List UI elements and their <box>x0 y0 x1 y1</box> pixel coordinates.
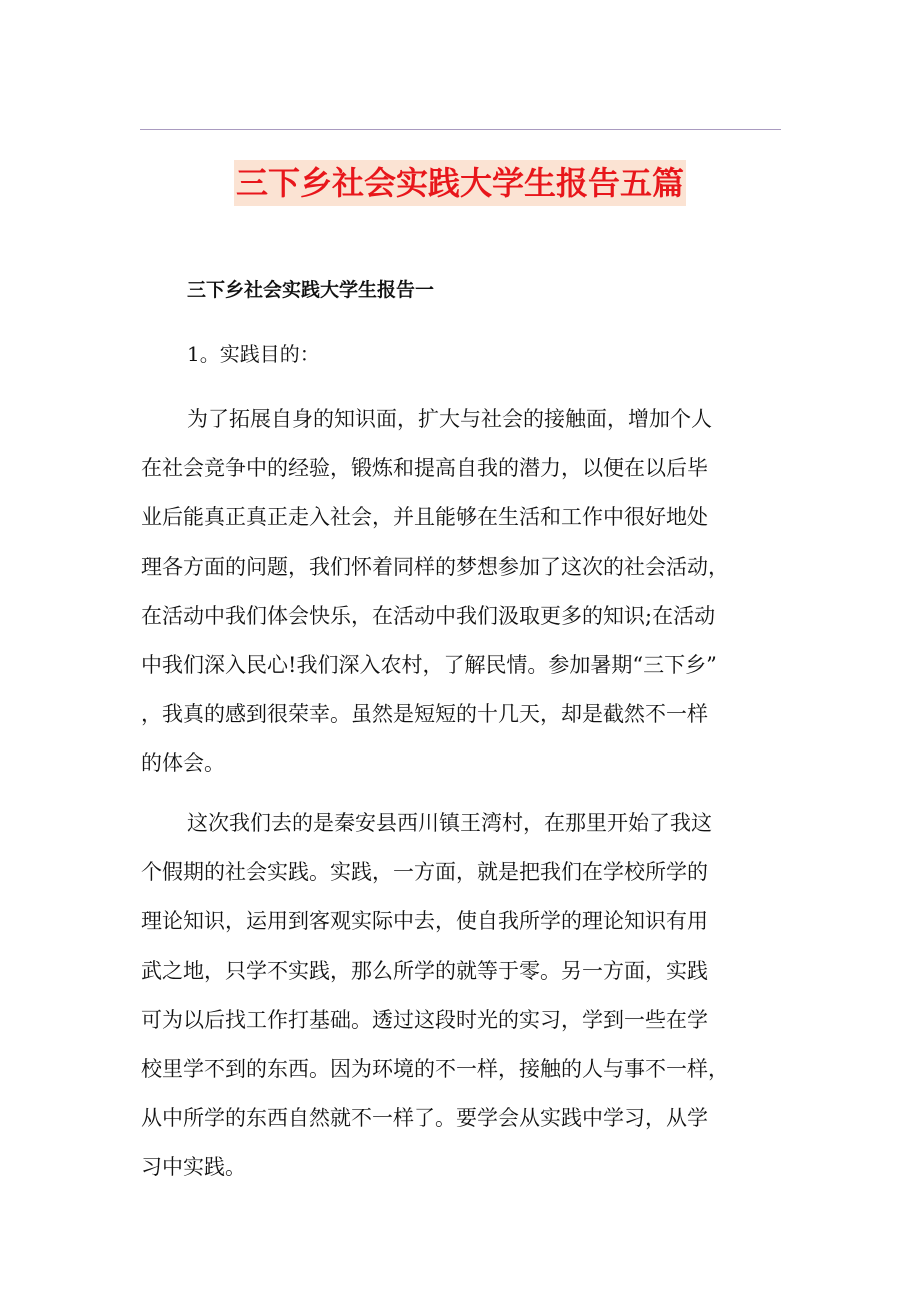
document-title: 三下乡社会实践大学生报告五篇 <box>234 160 686 206</box>
paragraph-line: 个假期的社会实践。实践，一方面，就是把我们在学校所学的 <box>141 860 708 885</box>
paragraph-line: 这次我们去的是秦安县西川镇王湾村，在那里开始了我这 <box>187 811 712 835</box>
paragraph-line: 可为以后找工作打基础。透过这段时光的实习，学到一些在学 <box>141 1007 708 1032</box>
paragraph-line: 在活动中我们体会快乐，在活动中我们汲取更多的知识;在活动 <box>141 603 716 628</box>
paragraph-line: 理各方面的问题，我们怀着同样的梦想参加了这次的社会活动， <box>141 554 729 579</box>
paragraph <box>141 395 781 789</box>
paragraph-line: 从中所学的东西自然就不一样了。要学会从实践中学习，从学 <box>141 1106 708 1131</box>
paragraph-line: 的体会。 <box>141 751 225 776</box>
paragraph-line: 校里学不到的东西。因为环境的不一样，接触的人与事不一样， <box>141 1057 729 1082</box>
header-rule <box>140 129 781 130</box>
paragraph-line: 习中实践。 <box>141 1155 246 1180</box>
paragraph-line: 中我们深入民心!我们深入农村，了解民情。参加暑期“三下乡” <box>141 653 717 678</box>
subheading: 1。实践目的： <box>187 342 320 366</box>
paragraph-line: 为了拓展自身的知识面，扩大与社会的接触面，增加个人 <box>187 407 712 431</box>
title-container <box>0 160 920 206</box>
paragraph-line: 理论知识，运用到客观实际中去，使自我所学的理论知识有用 <box>141 909 708 934</box>
paragraph <box>141 799 781 1193</box>
paragraph-line: 在社会竞争中的经验，锻炼和提高自我的潜力，以便在以后毕 <box>141 456 708 481</box>
paragraph-line: 业后能真正真正走入社会，并且能够在生活和工作中很好地处 <box>141 505 708 530</box>
section-heading: 三下乡社会实践大学生报告一 <box>187 279 435 301</box>
paragraph-line: ，我真的感到很荣幸。虽然是短短的十几天，却是截然不一样 <box>141 702 708 727</box>
paragraph-line: 武之地，只学不实践，那么所学的就等于零。另一方面，实践 <box>141 958 708 983</box>
